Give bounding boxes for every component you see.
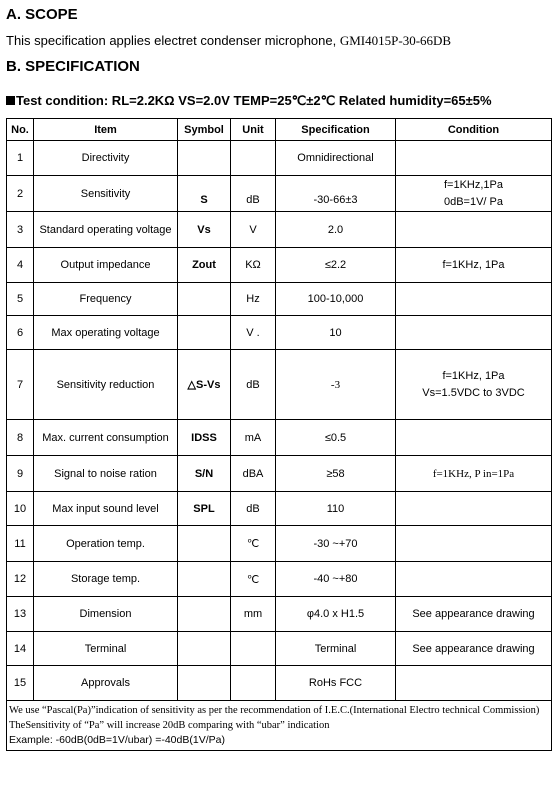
- notes-section: [7, 701, 552, 751]
- row-no: 2: [7, 176, 34, 212]
- test-condition-text: Test condition: RL=2.2KΩ VS=2.0V TEMP=25℃±2℃ Related humidity=65±5%: [16, 93, 492, 108]
- specification-heading: B. SPECIFICATION: [6, 58, 140, 75]
- row-unit: dB: [231, 176, 276, 212]
- row-symbol: [178, 597, 231, 632]
- row-specification: -30-66±3: [276, 176, 396, 212]
- row-symbol: Vs: [178, 212, 231, 248]
- table-row: [7, 526, 552, 562]
- row-specification: Omnidirectional: [276, 141, 396, 176]
- row-condition: [396, 141, 552, 176]
- row-unit: mA: [231, 420, 276, 456]
- table-header-row: [7, 119, 552, 141]
- row-item: Sensitivity: [34, 176, 178, 212]
- note-line-1: We use “Pascal(Pa)”indication of sensitivity as per the recommendation of I.E.C.(International Electro technical Commission): [9, 705, 540, 716]
- condition-line-2: Vs=1.5VDC to 3VDC: [422, 386, 525, 399]
- table-row: [7, 632, 552, 666]
- row-unit: [231, 666, 276, 701]
- note-line-3: Example: -60dB(0dB=1V/ubar) =-40dB(1V/Pa): [9, 734, 225, 746]
- part-number: GMI4015P-30-66DB: [339, 33, 452, 48]
- row-no: 9: [7, 456, 34, 492]
- table-row: [7, 176, 552, 212]
- row-item: Directivity: [34, 141, 178, 176]
- row-condition: [396, 212, 552, 248]
- row-condition: [396, 562, 552, 597]
- row-no: 12: [7, 562, 34, 597]
- row-symbol: S: [178, 176, 231, 212]
- header-symbol: Symbol: [178, 119, 231, 141]
- row-symbol: [178, 666, 231, 701]
- table-row: [7, 283, 552, 316]
- row-condition: f=1KHz, 1Pa: [396, 248, 552, 283]
- header-condition: Condition: [396, 119, 552, 141]
- condition-line-1: f=1KHz, 1Pa: [442, 369, 505, 382]
- notes-cell: [7, 701, 552, 751]
- row-no: 6: [7, 316, 34, 350]
- table-row: [7, 562, 552, 597]
- row-symbol: △S-Vs: [178, 350, 231, 420]
- scope-sentence: This specification applies electret condenser microphone,: [6, 33, 337, 48]
- header-unit: Unit: [231, 119, 276, 141]
- row-item: Standard operating voltage: [34, 212, 178, 248]
- row-specification: 110: [276, 492, 396, 526]
- row-unit: [231, 141, 276, 176]
- table-row: [7, 492, 552, 526]
- row-unit: dB: [231, 350, 276, 420]
- row-condition: [396, 666, 552, 701]
- row-item: Max. current consumption: [34, 420, 178, 456]
- table-row: [7, 420, 552, 456]
- row-no: 5: [7, 283, 34, 316]
- row-no: 4: [7, 248, 34, 283]
- row-specification: Terminal: [276, 632, 396, 666]
- row-specification: RoHs FCC: [276, 666, 396, 701]
- row-specification: ≤0.5: [276, 420, 396, 456]
- row-unit: mm: [231, 597, 276, 632]
- row-symbol: [178, 526, 231, 562]
- row-unit: ℃: [231, 562, 276, 597]
- condition-line-2: 0dB=1V/ Pa: [443, 195, 504, 208]
- row-symbol: [178, 316, 231, 350]
- table-row: [7, 456, 552, 492]
- row-condition: f=1KHz, P in=1Pa: [396, 456, 552, 492]
- row-condition: [396, 350, 552, 420]
- table-row: [7, 597, 552, 632]
- table-row: [7, 141, 552, 176]
- row-item: Output impedance: [34, 248, 178, 283]
- row-item: Approvals: [34, 666, 178, 701]
- row-symbol: [178, 141, 231, 176]
- row-item: Max operating voltage: [34, 316, 178, 350]
- row-specification: φ4.0 x H1.5: [276, 597, 396, 632]
- row-specification: ≤2.2: [276, 248, 396, 283]
- row-specification: 10: [276, 316, 396, 350]
- row-item: Terminal: [34, 632, 178, 666]
- row-item: Signal to noise ration: [34, 456, 178, 492]
- table-row: [7, 316, 552, 350]
- condition-line-1: f=1KHz,1Pa: [443, 178, 503, 191]
- row-condition: [396, 176, 552, 212]
- row-item: Max input sound level: [34, 492, 178, 526]
- row-no: 13: [7, 597, 34, 632]
- row-symbol: [178, 562, 231, 597]
- row-item: Frequency: [34, 283, 178, 316]
- row-item: Dimension: [34, 597, 178, 632]
- note-line-2: TheSensitivity of “Pa” will increase 20dB comparing with “ubar” indication: [9, 720, 330, 731]
- row-item: Operation temp.: [34, 526, 178, 562]
- test-condition: [6, 93, 492, 109]
- table-row: [7, 212, 552, 248]
- row-condition: [396, 283, 552, 316]
- row-unit: V: [231, 212, 276, 248]
- row-condition: [396, 526, 552, 562]
- row-specification: 2.0: [276, 212, 396, 248]
- scope-heading: A. SCOPE: [6, 6, 78, 23]
- row-symbol: [178, 632, 231, 666]
- row-unit: [231, 632, 276, 666]
- row-no: 7: [7, 350, 34, 420]
- square-bullet-icon: [6, 96, 15, 105]
- row-specification: ≥58: [276, 456, 396, 492]
- row-unit: ℃: [231, 526, 276, 562]
- row-specification: 100-10,000: [276, 283, 396, 316]
- row-no: 15: [7, 666, 34, 701]
- row-condition: [396, 316, 552, 350]
- row-no: 1: [7, 141, 34, 176]
- row-condition: [396, 420, 552, 456]
- row-no: 8: [7, 420, 34, 456]
- row-item: Sensitivity reduction: [34, 350, 178, 420]
- spec-table: [6, 118, 552, 751]
- row-condition: See appearance drawing: [396, 632, 552, 666]
- table-row: [7, 248, 552, 283]
- row-no: 11: [7, 526, 34, 562]
- row-unit: KΩ: [231, 248, 276, 283]
- row-symbol: [178, 283, 231, 316]
- row-specification: -3: [276, 350, 396, 420]
- header-no: No.: [7, 119, 34, 141]
- header-item: Item: [34, 119, 178, 141]
- row-symbol: IDSS: [178, 420, 231, 456]
- row-no: 10: [7, 492, 34, 526]
- header-specification: Specification: [276, 119, 396, 141]
- row-no: 14: [7, 632, 34, 666]
- row-unit: dB: [231, 492, 276, 526]
- table-row: [7, 350, 552, 420]
- row-item: Storage temp.: [34, 562, 178, 597]
- row-specification: -30 ~+70: [276, 526, 396, 562]
- table-row: [7, 666, 552, 701]
- row-unit: V .: [231, 316, 276, 350]
- row-symbol: S/N: [178, 456, 231, 492]
- row-unit: dBA: [231, 456, 276, 492]
- row-symbol: Zout: [178, 248, 231, 283]
- row-symbol: SPL: [178, 492, 231, 526]
- row-condition: See appearance drawing: [396, 597, 552, 632]
- row-unit: Hz: [231, 283, 276, 316]
- scope-text: [6, 33, 451, 49]
- row-specification: -40 ~+80: [276, 562, 396, 597]
- row-no: 3: [7, 212, 34, 248]
- row-condition: [396, 492, 552, 526]
